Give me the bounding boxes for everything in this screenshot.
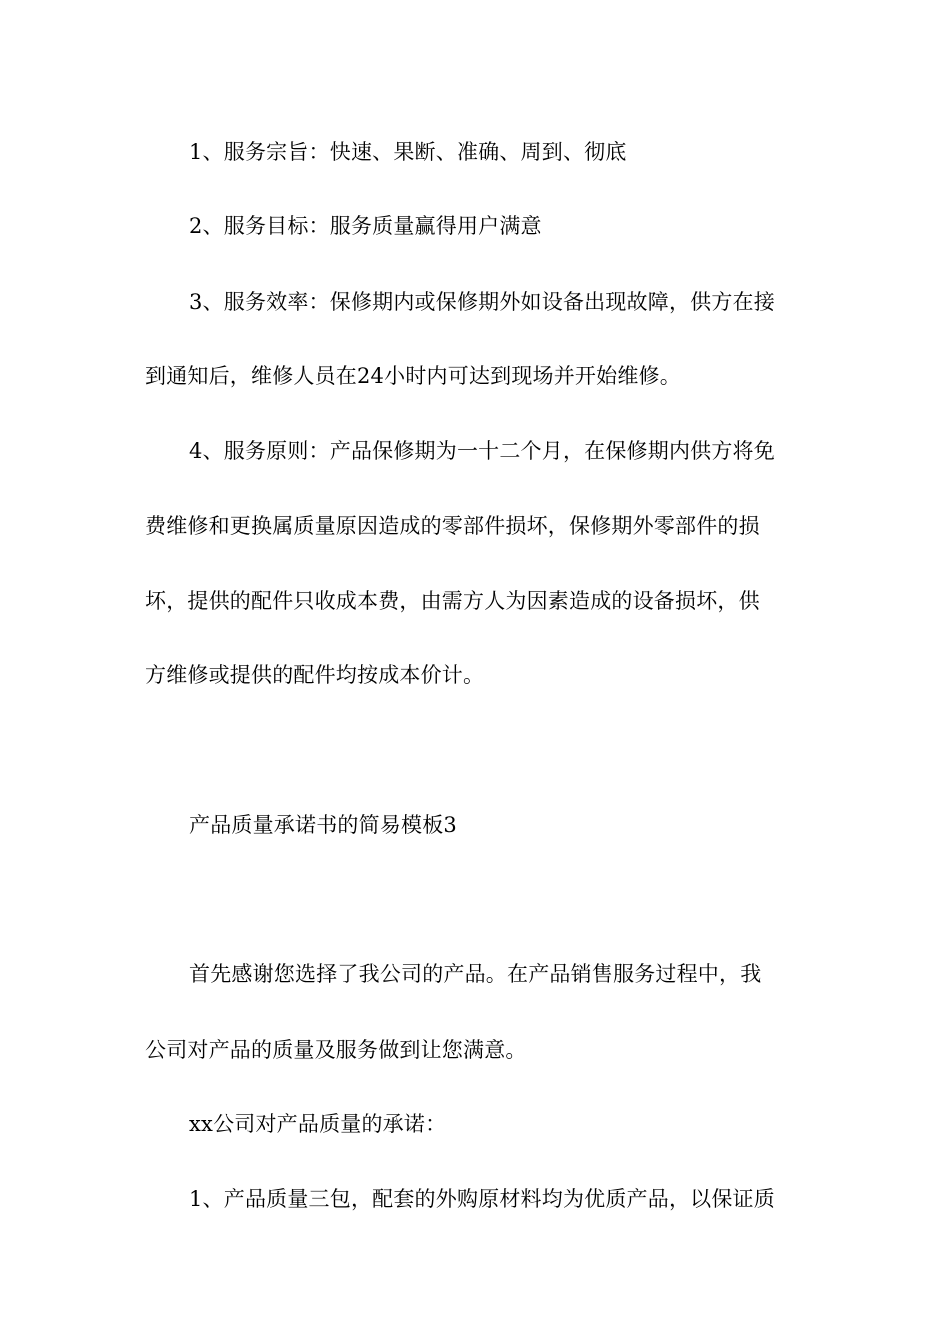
service-principle-line-3: 坏，提供的配件只收成本费，由需方人为因素造成的设备损坏，供: [145, 589, 760, 613]
section-heading: 产品质量承诺书的简易模板3: [189, 813, 457, 837]
intro-paragraph-line-1: 首先感谢您选择了我公司的产品。在产品销售服务过程中，我: [189, 962, 762, 986]
service-efficiency-line-2: 到通知后，维修人员在24小时内可达到现场并开始维修。: [145, 364, 681, 388]
intro-paragraph-line-2: 公司对产品的质量及服务做到让您满意。: [145, 1038, 527, 1062]
service-principle-line-1: 4、服务原则：产品保修期为一十二个月，在保修期内供方将免: [189, 439, 775, 463]
service-principle-line-4: 方维修或提供的配件均按成本价计。: [145, 663, 485, 687]
service-purpose-line: 1、服务宗旨：快速、果断、准确、周到、彻底: [189, 140, 627, 164]
service-efficiency-line-1: 3、服务效率：保修期内或保修期外如设备出现故障，供方在接: [189, 290, 775, 314]
service-goal-line: 2、服务目标：服务质量赢得用户满意: [189, 214, 542, 238]
service-principle-line-2: 费维修和更换属质量原因造成的零部件损坏，保修期外零部件的损: [145, 514, 760, 538]
commitment-heading: xx公司对产品质量的承诺：: [189, 1112, 447, 1136]
commitment-item-1-line-1: 1、产品质量三包，配套的外购原材料均为优质产品，以保证质: [189, 1187, 775, 1211]
